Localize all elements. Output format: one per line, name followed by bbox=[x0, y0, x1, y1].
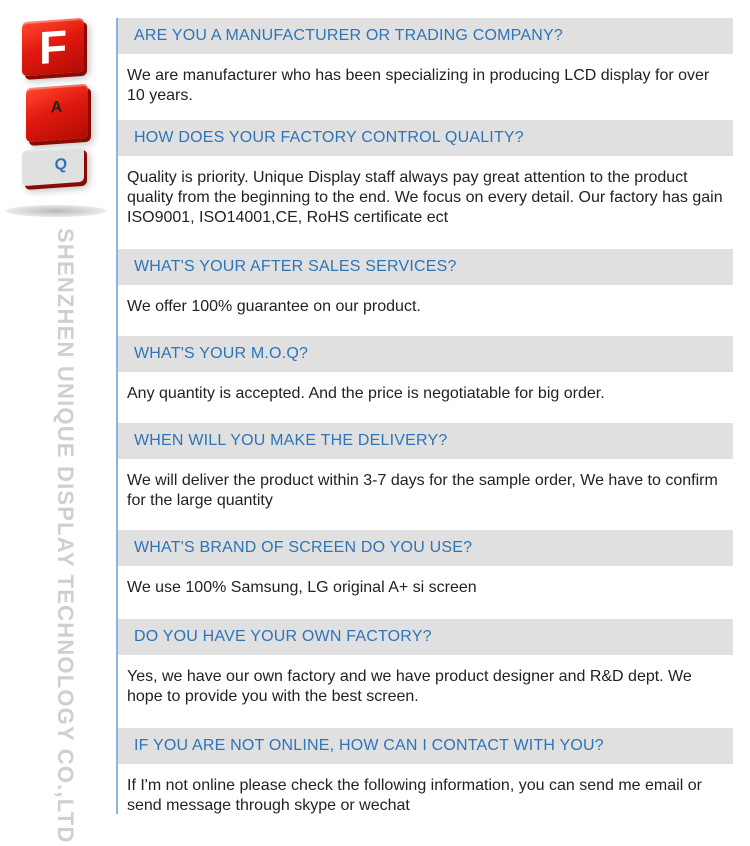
faq-answer: Any quantity is accepted. And the price is negotiatable for big order. bbox=[127, 385, 605, 402]
faq-logo-cube-f: F bbox=[22, 18, 84, 76]
faq-item bbox=[118, 530, 733, 619]
faq-question: DO YOU HAVE YOUR OWN FACTORY? bbox=[118, 619, 733, 655]
faq-item bbox=[118, 249, 733, 336]
faq-answer: Quality is priority. Unique Display staff always pay great attention to the product quality from the beginning to the end. We focus on every detail. Our factory has gain ISO9001, ISO14001,CE, RoHS certificate ect bbox=[127, 169, 723, 226]
faq-answer: We will deliver the product within 3-7 days for the sample order, We have to confirm for the large quantity bbox=[127, 472, 718, 509]
faq-logo-column bbox=[0, 0, 116, 846]
faq-item bbox=[118, 619, 733, 728]
faq-question: WHAT'S YOUR M.O.Q? bbox=[118, 336, 733, 372]
faq-item bbox=[118, 423, 733, 530]
faq-question: WHEN WILL YOU MAKE THE DELIVERY? bbox=[118, 423, 733, 459]
faq-item bbox=[118, 18, 733, 120]
logo-shadow bbox=[6, 205, 106, 217]
faq-question: IF YOU ARE NOT ONLINE, HOW CAN I CONTACT WITH YOU? bbox=[118, 728, 733, 764]
faq-question: HOW DOES YOUR FACTORY CONTROL QUALITY? bbox=[118, 120, 733, 156]
faq-item bbox=[118, 728, 733, 814]
company-name-vertical: SHENZHEN UNIQUE DISPLAY TECHNOLOGY CO.,LTD bbox=[53, 228, 78, 844]
faq-question: ARE YOU A MANUFACTURER OR TRADING COMPANY? bbox=[118, 18, 733, 54]
faq-question: WHAT'S BRAND OF SCREEN DO YOU USE? bbox=[118, 530, 733, 566]
faq-logo-cube-a: A bbox=[26, 84, 88, 142]
faq-answer: Yes, we have our own factory and we have product designer and R&D dept. We hope to provide you with the best screen. bbox=[127, 668, 692, 705]
faq-logo-cube-q: Q bbox=[22, 146, 84, 186]
faq-item bbox=[118, 120, 733, 249]
faq-answer: We offer 100% guarantee on our product. bbox=[127, 298, 421, 315]
faq-item bbox=[118, 336, 733, 423]
faq-answer: We use 100% Samsung, LG original A+ si screen bbox=[127, 579, 477, 596]
faq-answer: If I'm not online please check the following information, you can send me email or send message through skype or wechat bbox=[127, 777, 702, 814]
faq-question: WHAT'S YOUR AFTER SALES SERVICES? bbox=[118, 249, 733, 285]
faq-list bbox=[118, 18, 733, 814]
faq-answer: We are manufacturer who has been specializing in producing LCD display for over 10 years. bbox=[127, 67, 710, 104]
